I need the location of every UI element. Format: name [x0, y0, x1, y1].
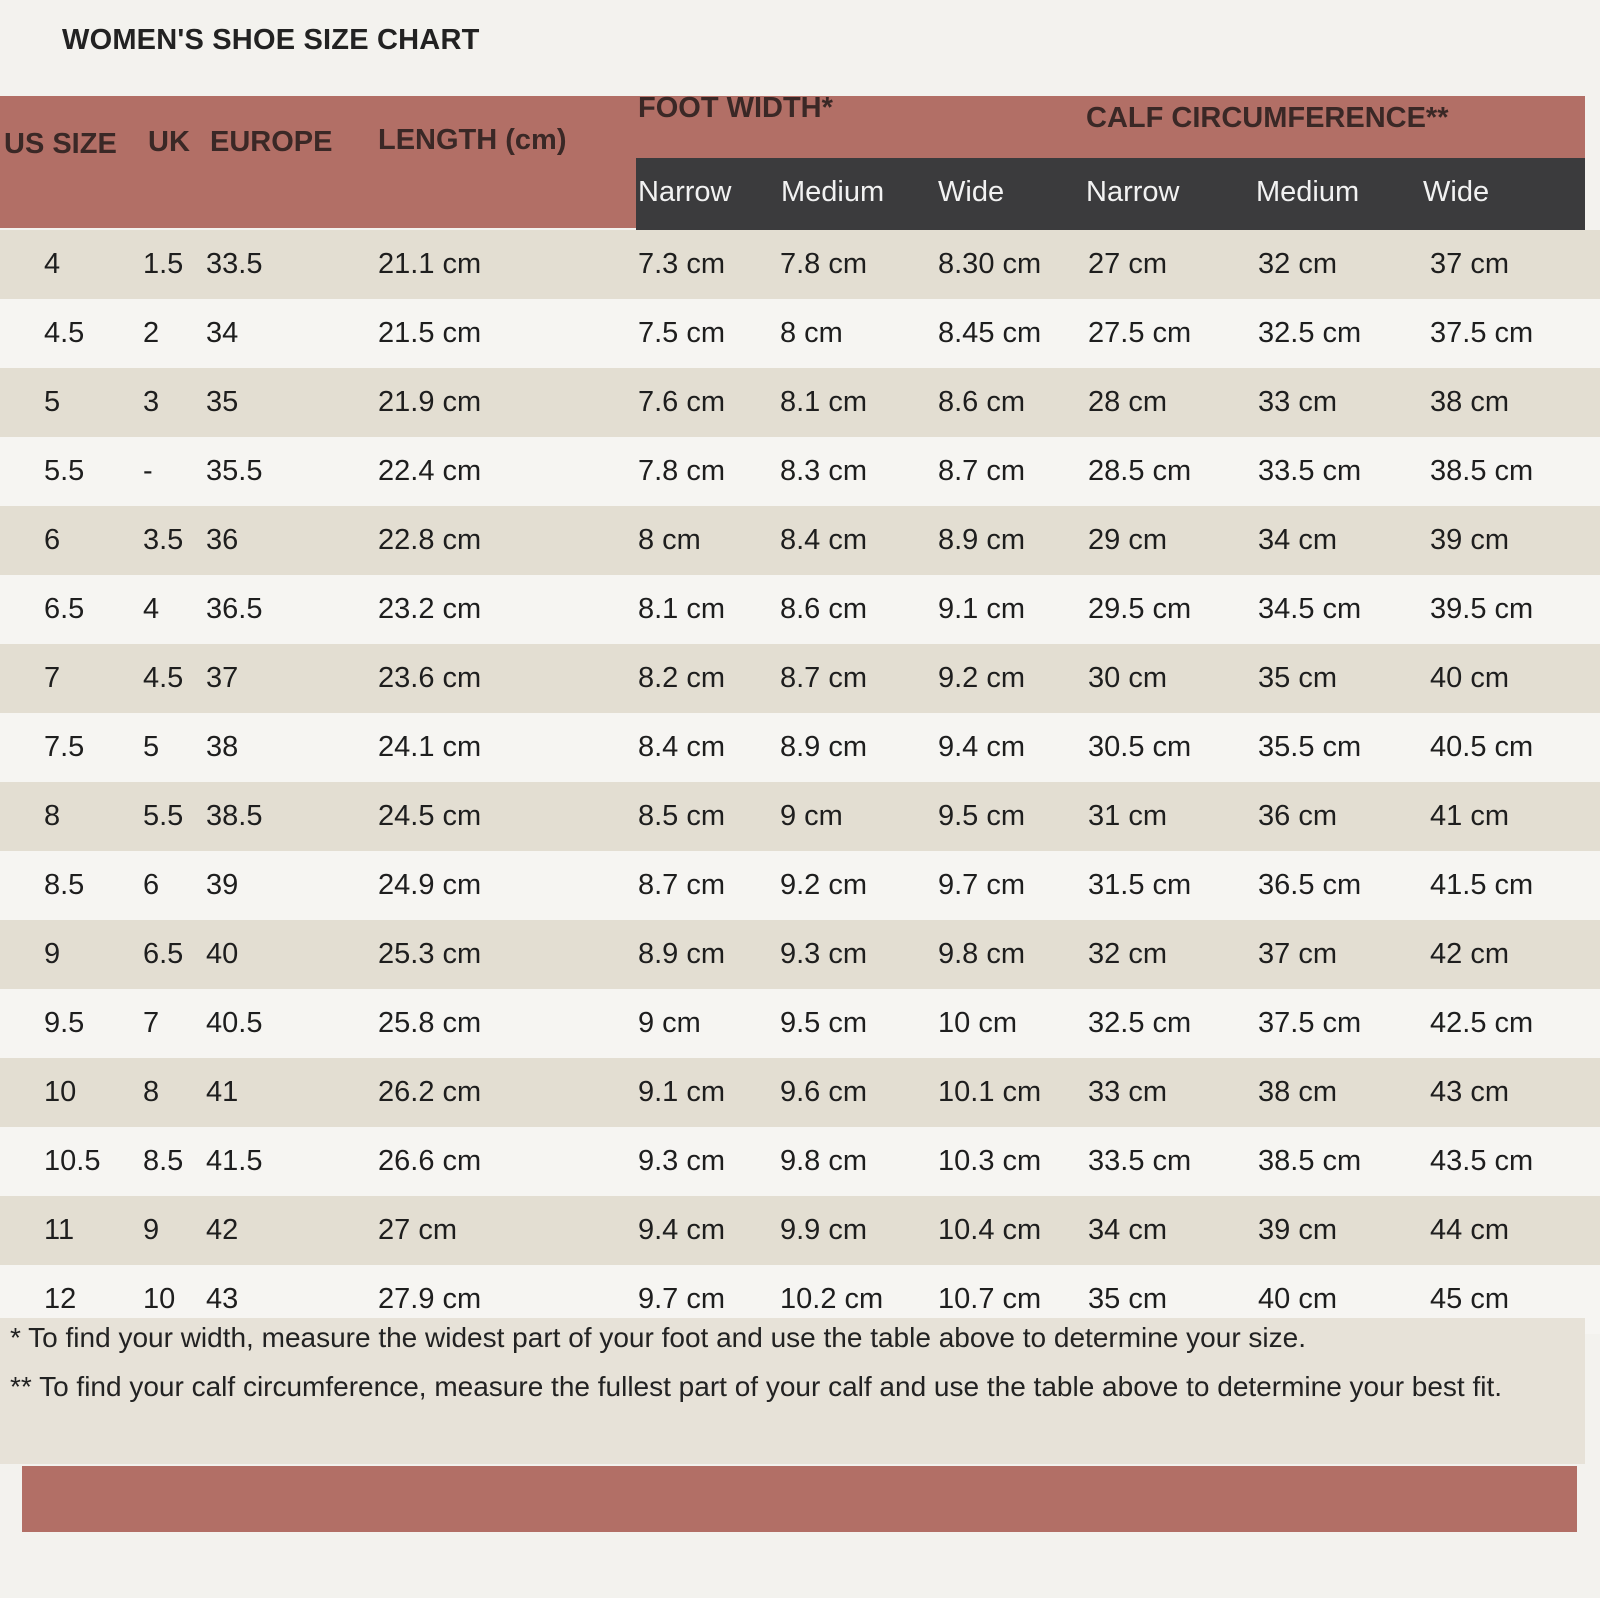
cell-length: 21.1 cm: [378, 248, 482, 280]
cell-foot-medium: 9.3 cm: [780, 938, 868, 970]
chart-title: WOMEN'S SHOE SIZE CHART: [62, 24, 480, 56]
cell-europe-size: 36: [206, 524, 239, 556]
cell-us-size: 9: [44, 938, 61, 970]
cell-foot-narrow: 8.4 cm: [638, 731, 726, 763]
cell-foot-wide: 8.30 cm: [938, 248, 1042, 280]
cell-uk-size: 2: [143, 317, 160, 349]
cell-calf-narrow: 29.5 cm: [1088, 593, 1192, 625]
header-calf-circumference: CALF CIRCUMFERENCE**: [1086, 102, 1449, 134]
cell-calf-wide: 38 cm: [1430, 386, 1509, 418]
cell-foot-narrow: 8.2 cm: [638, 662, 726, 694]
cell-calf-narrow: 28 cm: [1088, 386, 1167, 418]
header-uk: UK: [148, 126, 190, 158]
cell-us-size: 11: [44, 1214, 75, 1246]
cell-europe-size: 34: [206, 317, 239, 349]
cell-uk-size: -: [143, 455, 153, 487]
cell-foot-medium: 8.7 cm: [780, 662, 868, 694]
cell-foot-wide: 10.1 cm: [938, 1076, 1042, 1108]
cell-calf-wide: 40.5 cm: [1430, 731, 1534, 763]
cell-foot-medium: 9.6 cm: [780, 1076, 868, 1108]
cell-foot-wide: 9.5 cm: [938, 800, 1026, 832]
cell-foot-narrow: 8.9 cm: [638, 938, 726, 970]
cell-foot-narrow: 8.7 cm: [638, 869, 726, 901]
cell-uk-size: 5: [143, 731, 160, 763]
cell-us-size: 4: [44, 248, 61, 280]
cell-uk-size: 3.5: [143, 524, 184, 556]
header-us-size: US SIZE: [4, 128, 117, 160]
cell-calf-narrow: 32.5 cm: [1088, 1007, 1192, 1039]
cell-calf-wide: 38.5 cm: [1430, 455, 1534, 487]
cell-us-size: 9.5: [44, 1007, 85, 1039]
cell-calf-narrow: 33 cm: [1088, 1076, 1167, 1108]
cell-calf-medium: 33 cm: [1258, 386, 1337, 418]
cell-europe-size: 40: [206, 938, 239, 970]
table-row: [0, 989, 1600, 1058]
cell-europe-size: 39: [206, 869, 239, 901]
cell-us-size: 5.5: [44, 455, 85, 487]
cell-calf-medium: 34 cm: [1258, 524, 1337, 556]
cell-europe-size: 38: [206, 731, 239, 763]
cell-length: 25.3 cm: [378, 938, 482, 970]
cell-uk-size: 6: [143, 869, 160, 901]
table-row: [0, 575, 1600, 644]
cell-europe-size: 41.5: [206, 1145, 263, 1177]
cell-uk-size: 8.5: [143, 1145, 184, 1177]
cell-calf-narrow: 35 cm: [1088, 1283, 1167, 1315]
cell-length: 24.1 cm: [378, 731, 482, 763]
cell-calf-wide: 37.5 cm: [1430, 317, 1534, 349]
footnotes: [0, 1318, 1585, 1464]
table-row: [0, 437, 1600, 506]
cell-calf-medium: 37 cm: [1258, 938, 1337, 970]
cell-calf-medium: 36.5 cm: [1258, 869, 1362, 901]
cell-foot-narrow: 8.1 cm: [638, 593, 726, 625]
cell-length: 23.6 cm: [378, 662, 482, 694]
header-length: LENGTH (cm): [378, 124, 567, 156]
cell-us-size: 5: [44, 386, 61, 418]
cell-length: 21.9 cm: [378, 386, 482, 418]
cell-foot-narrow: 7.3 cm: [638, 248, 726, 280]
cell-length: 24.5 cm: [378, 800, 482, 832]
cell-foot-medium: 8.1 cm: [780, 386, 868, 418]
cell-calf-medium: 35.5 cm: [1258, 731, 1362, 763]
cell-length: 24.9 cm: [378, 869, 482, 901]
cell-calf-wide: 45 cm: [1430, 1283, 1509, 1315]
cell-europe-size: 43: [206, 1283, 239, 1315]
cell-calf-narrow: 30 cm: [1088, 662, 1167, 694]
cell-foot-narrow: 7.6 cm: [638, 386, 726, 418]
cell-calf-wide: 41.5 cm: [1430, 869, 1534, 901]
subheader-calf-wide: Wide: [1423, 176, 1490, 208]
cell-foot-narrow: 7.5 cm: [638, 317, 726, 349]
cell-foot-medium: 9 cm: [780, 800, 843, 832]
cell-foot-narrow: 9 cm: [638, 1007, 701, 1039]
header-europe: EUROPE: [210, 126, 333, 158]
table-row: [0, 506, 1600, 575]
cell-length: 26.6 cm: [378, 1145, 482, 1177]
cell-foot-wide: 9.4 cm: [938, 731, 1026, 763]
cell-length: 26.2 cm: [378, 1076, 482, 1108]
cell-calf-medium: 34.5 cm: [1258, 593, 1362, 625]
cell-calf-narrow: 31 cm: [1088, 800, 1167, 832]
cell-foot-wide: 10.3 cm: [938, 1145, 1042, 1177]
cell-uk-size: 4: [143, 593, 160, 625]
cell-foot-medium: 9.5 cm: [780, 1007, 868, 1039]
cell-foot-narrow: 9.1 cm: [638, 1076, 726, 1108]
table-row: [0, 1196, 1600, 1265]
subheader-foot-medium: Medium: [781, 176, 885, 208]
cell-us-size: 8: [44, 800, 61, 832]
table-row: [0, 713, 1600, 782]
size-table-body: [0, 230, 1600, 1334]
subheader-calf-narrow: Narrow: [1086, 176, 1180, 208]
cell-foot-wide: 8.7 cm: [938, 455, 1026, 487]
cell-foot-wide: 9.7 cm: [938, 869, 1026, 901]
cell-foot-medium: 8.3 cm: [780, 455, 868, 487]
cell-foot-medium: 9.8 cm: [780, 1145, 868, 1177]
table-row: [0, 1058, 1600, 1127]
cell-europe-size: 42: [206, 1214, 239, 1246]
cell-foot-medium: 9.2 cm: [780, 869, 868, 901]
subheader-foot-wide: Wide: [938, 176, 1005, 208]
cell-foot-wide: 9.8 cm: [938, 938, 1026, 970]
cell-europe-size: 36.5: [206, 593, 263, 625]
cell-foot-narrow: 9.7 cm: [638, 1283, 726, 1315]
cell-calf-wide: 43 cm: [1430, 1076, 1509, 1108]
cell-length: 25.8 cm: [378, 1007, 482, 1039]
cell-length: 22.4 cm: [378, 455, 482, 487]
cell-calf-narrow: 31.5 cm: [1088, 869, 1192, 901]
cell-length: 23.2 cm: [378, 593, 482, 625]
table-subheader: [636, 158, 1585, 230]
cell-foot-wide: 9.2 cm: [938, 662, 1026, 694]
cell-europe-size: 35.5: [206, 455, 263, 487]
cell-calf-medium: 36 cm: [1258, 800, 1337, 832]
cell-calf-medium: 39 cm: [1258, 1214, 1337, 1246]
table-row: [0, 230, 1600, 299]
cell-foot-narrow: 8.5 cm: [638, 800, 726, 832]
cell-foot-wide: 9.1 cm: [938, 593, 1026, 625]
cell-foot-wide: 10 cm: [938, 1007, 1017, 1039]
cell-foot-medium: 8 cm: [780, 317, 843, 349]
cell-foot-narrow: 7.8 cm: [638, 455, 726, 487]
table-row: [0, 368, 1600, 437]
cell-calf-medium: 38.5 cm: [1258, 1145, 1362, 1177]
cell-europe-size: 40.5: [206, 1007, 263, 1039]
cell-foot-narrow: 9.3 cm: [638, 1145, 726, 1177]
cell-calf-wide: 41 cm: [1430, 800, 1509, 832]
cell-us-size: 7.5: [44, 731, 85, 763]
cell-calf-narrow: 27.5 cm: [1088, 317, 1192, 349]
cell-us-size: 8.5: [44, 869, 85, 901]
cell-calf-narrow: 27 cm: [1088, 248, 1167, 280]
cell-europe-size: 38.5: [206, 800, 263, 832]
cell-europe-size: 37: [206, 662, 239, 694]
table-row: [0, 1127, 1600, 1196]
cell-calf-wide: 42 cm: [1430, 938, 1509, 970]
cell-us-size: 12: [44, 1283, 77, 1315]
cell-calf-medium: 32 cm: [1258, 248, 1337, 280]
cell-calf-narrow: 30.5 cm: [1088, 731, 1192, 763]
cell-foot-medium: 9.9 cm: [780, 1214, 868, 1246]
cell-europe-size: 41: [206, 1076, 239, 1108]
cell-foot-wide: 10.4 cm: [938, 1214, 1042, 1246]
cell-calf-narrow: 33.5 cm: [1088, 1145, 1192, 1177]
cell-europe-size: 33.5: [206, 248, 263, 280]
cell-length: 27 cm: [378, 1214, 457, 1246]
cell-foot-medium: 8.4 cm: [780, 524, 868, 556]
cell-calf-wide: 43.5 cm: [1430, 1145, 1534, 1177]
cell-calf-narrow: 28.5 cm: [1088, 455, 1192, 487]
cell-us-size: 6: [44, 524, 61, 556]
cell-foot-medium: 7.8 cm: [780, 248, 868, 280]
cell-foot-wide: 8.45 cm: [938, 317, 1042, 349]
cell-calf-wide: 40 cm: [1430, 662, 1509, 694]
cell-calf-wide: 42.5 cm: [1430, 1007, 1534, 1039]
cell-uk-size: 9: [143, 1214, 160, 1246]
cell-calf-narrow: 34 cm: [1088, 1214, 1167, 1246]
cell-europe-size: 35: [206, 386, 239, 418]
table-row: [0, 782, 1600, 851]
cell-foot-medium: 8.6 cm: [780, 593, 868, 625]
cell-calf-narrow: 32 cm: [1088, 938, 1167, 970]
cell-foot-wide: 10.7 cm: [938, 1283, 1042, 1315]
cell-uk-size: 5.5: [143, 800, 184, 832]
cell-calf-wide: 37 cm: [1430, 248, 1509, 280]
cell-uk-size: 1.5: [143, 248, 184, 280]
cell-uk-size: 4.5: [143, 662, 184, 694]
cell-uk-size: 6.5: [143, 938, 184, 970]
footnote-calf: ** To find your calf circumference, measure the fullest part of your calf and use the table above to determine your best fit.: [10, 1371, 1503, 1402]
cell-uk-size: 10: [143, 1283, 176, 1315]
cell-us-size: 10: [44, 1076, 77, 1108]
header-foot-width: FOOT WIDTH*: [638, 92, 833, 124]
cell-foot-medium: 10.2 cm: [780, 1283, 884, 1315]
table-row: [0, 299, 1600, 368]
table-row: [0, 851, 1600, 920]
cell-length: 22.8 cm: [378, 524, 482, 556]
table-row: [0, 644, 1600, 713]
cell-foot-narrow: 9.4 cm: [638, 1214, 726, 1246]
cell-calf-medium: 40 cm: [1258, 1283, 1337, 1315]
cell-uk-size: 3: [143, 386, 160, 418]
cell-us-size: 6.5: [44, 593, 85, 625]
cell-length: 21.5 cm: [378, 317, 482, 349]
cell-calf-narrow: 29 cm: [1088, 524, 1167, 556]
cell-foot-wide: 8.6 cm: [938, 386, 1026, 418]
footnote-width: * To find your width, measure the widest part of your foot and use the table above to determine your size.: [10, 1322, 1306, 1353]
cell-calf-medium: 32.5 cm: [1258, 317, 1362, 349]
cell-calf-wide: 39 cm: [1430, 524, 1509, 556]
cell-us-size: 10.5: [44, 1145, 101, 1177]
cell-foot-narrow: 8 cm: [638, 524, 701, 556]
cell-calf-medium: 35 cm: [1258, 662, 1337, 694]
table-row: [0, 920, 1600, 989]
cell-us-size: 4.5: [44, 317, 85, 349]
cell-calf-wide: 39.5 cm: [1430, 593, 1534, 625]
cell-foot-medium: 8.9 cm: [780, 731, 868, 763]
cell-calf-wide: 44 cm: [1430, 1214, 1509, 1246]
cell-calf-medium: 33.5 cm: [1258, 455, 1362, 487]
footer-bar: [22, 1466, 1577, 1532]
subheader-calf-medium: Medium: [1256, 176, 1360, 208]
cell-calf-medium: 37.5 cm: [1258, 1007, 1362, 1039]
cell-us-size: 7: [44, 662, 61, 694]
cell-foot-wide: 8.9 cm: [938, 524, 1026, 556]
cell-uk-size: 8: [143, 1076, 160, 1108]
cell-calf-medium: 38 cm: [1258, 1076, 1337, 1108]
subheader-foot-narrow: Narrow: [638, 176, 732, 208]
cell-uk-size: 7: [143, 1007, 160, 1039]
cell-length: 27.9 cm: [378, 1283, 482, 1315]
